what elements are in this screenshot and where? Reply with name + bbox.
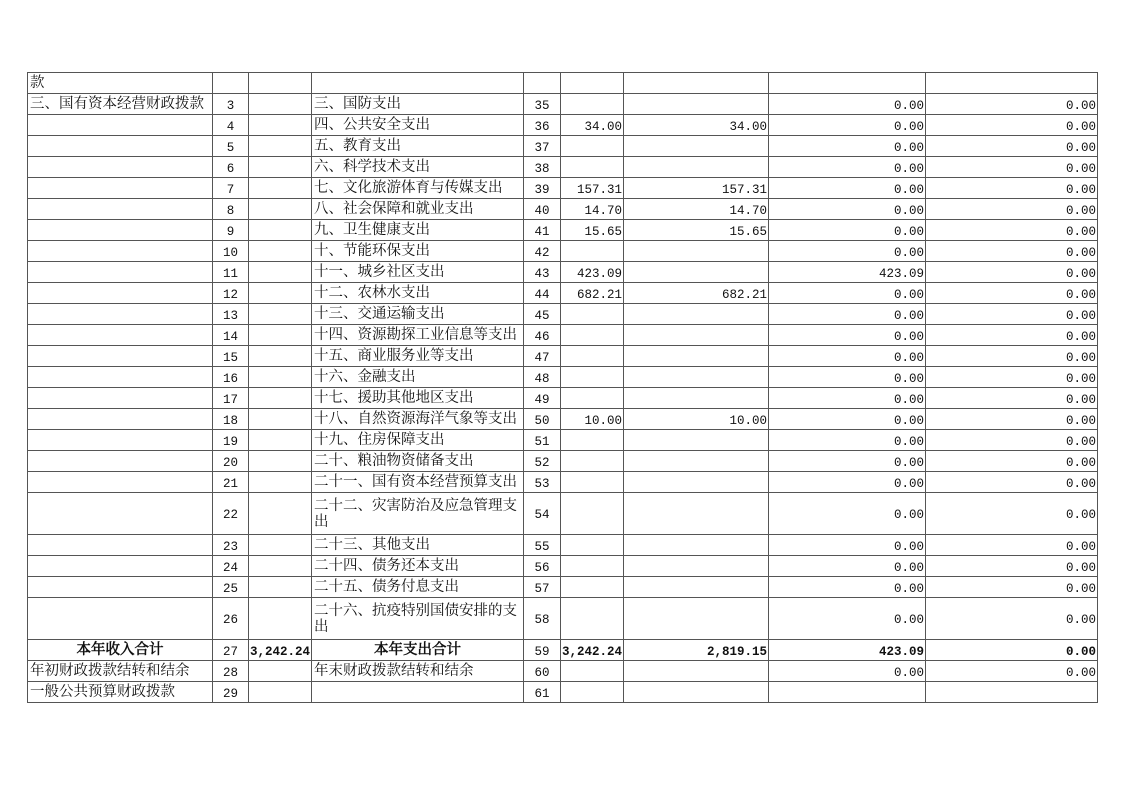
gov-fund-amount: 0.00 (769, 283, 926, 304)
income-line-number: 23 (213, 535, 249, 556)
table-row (28, 157, 1098, 178)
total-amount (561, 157, 624, 178)
general-budget-amount (624, 136, 769, 157)
expense-line-number: 39 (524, 178, 561, 199)
income-amount (249, 73, 312, 94)
income-amount (249, 430, 312, 451)
income-item (28, 430, 213, 451)
income-amount (249, 682, 312, 703)
income-line-number: 8 (213, 199, 249, 220)
income-item (28, 577, 213, 598)
expense-line-number: 41 (524, 220, 561, 241)
income-line-number: 19 (213, 430, 249, 451)
income-amount (249, 157, 312, 178)
expense-item: 二十二、灾害防治及应急管理支出 (312, 493, 524, 535)
gov-fund-amount: 0.00 (769, 199, 926, 220)
total-amount (561, 598, 624, 640)
total-amount: 682.21 (561, 283, 624, 304)
gov-fund-amount: 0.00 (769, 94, 926, 115)
gov-fund-amount: 0.00 (769, 136, 926, 157)
expense-line-number: 56 (524, 556, 561, 577)
general-budget-amount (624, 346, 769, 367)
general-budget-amount (624, 304, 769, 325)
state-capital-amount: 0.00 (926, 472, 1098, 493)
income-amount (249, 178, 312, 199)
table-row (28, 73, 1098, 94)
income-amount (249, 451, 312, 472)
state-capital-amount (926, 73, 1098, 94)
table-row (28, 472, 1098, 493)
expense-line-number: 40 (524, 199, 561, 220)
expense-line-number: 49 (524, 388, 561, 409)
expense-item: 二十五、债务付息支出 (312, 577, 524, 598)
income-line-number: 3 (213, 94, 249, 115)
gov-fund-amount: 423.09 (769, 262, 926, 283)
state-capital-amount: 0.00 (926, 409, 1098, 430)
expense-item: 十九、住房保障支出 (312, 430, 524, 451)
income-line-number: 9 (213, 220, 249, 241)
income-line-number: 6 (213, 157, 249, 178)
total-amount (561, 241, 624, 262)
expense-item: 十七、援助其他地区支出 (312, 388, 524, 409)
total-amount: 10.00 (561, 409, 624, 430)
income-line-number: 25 (213, 577, 249, 598)
expense-line-number: 48 (524, 367, 561, 388)
income-amount (249, 577, 312, 598)
general-budget-amount (624, 577, 769, 598)
income-item (28, 346, 213, 367)
gov-fund-amount: 0.00 (769, 472, 926, 493)
income-amount (249, 388, 312, 409)
gov-fund-amount: 0.00 (769, 493, 926, 535)
income-line-number: 29 (213, 682, 249, 703)
income-amount (249, 220, 312, 241)
total-amount (561, 325, 624, 346)
expense-item: 二十三、其他支出 (312, 535, 524, 556)
expense-line-number (524, 73, 561, 94)
income-line-number: 27 (213, 640, 249, 661)
income-amount (249, 409, 312, 430)
total-amount (561, 94, 624, 115)
income-amount (249, 346, 312, 367)
state-capital-amount: 0.00 (926, 451, 1098, 472)
income-amount (249, 325, 312, 346)
income-line-number: 18 (213, 409, 249, 430)
state-capital-amount: 0.00 (926, 325, 1098, 346)
income-amount (249, 262, 312, 283)
income-item (28, 409, 213, 430)
general-budget-amount (624, 73, 769, 94)
gov-fund-amount: 0.00 (769, 451, 926, 472)
income-amount (249, 598, 312, 640)
income-amount (249, 472, 312, 493)
income-line-number: 4 (213, 115, 249, 136)
expense-line-number: 57 (524, 577, 561, 598)
table-row (28, 367, 1098, 388)
table-row (28, 199, 1098, 220)
general-budget-amount: 10.00 (624, 409, 769, 430)
state-capital-amount: 0.00 (926, 262, 1098, 283)
gov-fund-amount: 0.00 (769, 535, 926, 556)
income-amount (249, 241, 312, 262)
income-item: 一般公共预算财政拨款 (28, 682, 213, 703)
gov-fund-amount: 0.00 (769, 577, 926, 598)
state-capital-amount: 0.00 (926, 157, 1098, 178)
table-row (28, 451, 1098, 472)
total-amount (561, 367, 624, 388)
expense-item: 十三、交通运输支出 (312, 304, 524, 325)
expense-item: 十一、城乡社区支出 (312, 262, 524, 283)
gov-fund-amount: 0.00 (769, 241, 926, 262)
income-line-number: 14 (213, 325, 249, 346)
expense-item: 十、节能环保支出 (312, 241, 524, 262)
income-line-number: 21 (213, 472, 249, 493)
table-row (28, 346, 1098, 367)
general-budget-amount (624, 535, 769, 556)
total-amount (561, 430, 624, 451)
expense-line-number: 51 (524, 430, 561, 451)
table-row (28, 178, 1098, 199)
expense-line-number: 54 (524, 493, 561, 535)
expense-item: 七、文化旅游体育与传媒支出 (312, 178, 524, 199)
general-budget-amount (624, 157, 769, 178)
state-capital-amount: 0.00 (926, 94, 1098, 115)
expense-item: 八、社会保障和就业支出 (312, 199, 524, 220)
income-item: 三、国有资本经营财政拨款 (28, 94, 213, 115)
state-capital-amount: 0.00 (926, 367, 1098, 388)
expense-item: 十二、农林水支出 (312, 283, 524, 304)
expense-item (312, 73, 524, 94)
state-capital-amount: 0.00 (926, 241, 1098, 262)
income-line-number (213, 73, 249, 94)
income-line-number: 13 (213, 304, 249, 325)
income-item (28, 367, 213, 388)
state-capital-amount: 0.00 (926, 283, 1098, 304)
income-line-number: 15 (213, 346, 249, 367)
income-item (28, 451, 213, 472)
total-amount (561, 136, 624, 157)
total-amount: 3,242.24 (561, 640, 624, 661)
income-amount (249, 661, 312, 682)
fiscal-appropriation-table-page (27, 72, 1097, 703)
table-row (28, 115, 1098, 136)
gov-fund-amount: 423.09 (769, 640, 926, 661)
income-line-number: 7 (213, 178, 249, 199)
table-row (28, 682, 1098, 703)
expense-item: 十八、自然资源海洋气象等支出 (312, 409, 524, 430)
state-capital-amount: 0.00 (926, 199, 1098, 220)
state-capital-amount: 0.00 (926, 346, 1098, 367)
income-item (28, 220, 213, 241)
gov-fund-amount: 0.00 (769, 346, 926, 367)
state-capital-amount: 0.00 (926, 661, 1098, 682)
general-budget-amount (624, 556, 769, 577)
total-amount: 423.09 (561, 262, 624, 283)
expense-line-number: 47 (524, 346, 561, 367)
state-capital-amount: 0.00 (926, 136, 1098, 157)
general-budget-amount (624, 241, 769, 262)
income-item (28, 262, 213, 283)
income-line-number: 11 (213, 262, 249, 283)
state-capital-amount: 0.00 (926, 430, 1098, 451)
table-row (28, 220, 1098, 241)
general-budget-amount (624, 325, 769, 346)
income-item (28, 304, 213, 325)
expense-item: 二十一、国有资本经营预算支出 (312, 472, 524, 493)
income-line-number: 5 (213, 136, 249, 157)
table-row (28, 283, 1098, 304)
income-item (28, 115, 213, 136)
table-row (28, 493, 1098, 535)
income-line-number: 16 (213, 367, 249, 388)
state-capital-amount: 0.00 (926, 304, 1098, 325)
expense-line-number: 52 (524, 451, 561, 472)
income-item (28, 241, 213, 262)
state-capital-amount: 0.00 (926, 388, 1098, 409)
total-amount (561, 451, 624, 472)
income-item (28, 598, 213, 640)
income-item (28, 472, 213, 493)
gov-fund-amount: 0.00 (769, 220, 926, 241)
general-budget-amount (624, 94, 769, 115)
table-row (28, 577, 1098, 598)
table-row (28, 598, 1098, 640)
expense-line-number: 42 (524, 241, 561, 262)
income-item: 款 (28, 73, 213, 94)
fiscal-appropriation-table (27, 72, 1098, 703)
income-item (28, 556, 213, 577)
totals-row (28, 640, 1098, 661)
general-budget-amount (624, 661, 769, 682)
expense-item: 十五、商业服务业等支出 (312, 346, 524, 367)
income-line-number: 22 (213, 493, 249, 535)
income-item (28, 493, 213, 535)
expense-line-number: 36 (524, 115, 561, 136)
general-budget-amount (624, 430, 769, 451)
expense-line-number: 61 (524, 682, 561, 703)
table-row (28, 262, 1098, 283)
total-amount (561, 556, 624, 577)
gov-fund-amount: 0.00 (769, 178, 926, 199)
gov-fund-amount: 0.00 (769, 430, 926, 451)
general-budget-amount (624, 388, 769, 409)
table-row (28, 661, 1098, 682)
general-budget-amount (624, 367, 769, 388)
gov-fund-amount: 0.00 (769, 598, 926, 640)
table-row (28, 409, 1098, 430)
state-capital-amount: 0.00 (926, 115, 1098, 136)
table-row (28, 556, 1098, 577)
gov-fund-amount: 0.00 (769, 556, 926, 577)
expense-item: 四、公共安全支出 (312, 115, 524, 136)
income-item (28, 325, 213, 346)
total-amount (561, 535, 624, 556)
total-amount (561, 472, 624, 493)
total-amount (561, 682, 624, 703)
gov-fund-amount (769, 73, 926, 94)
income-line-number: 28 (213, 661, 249, 682)
total-amount: 14.70 (561, 199, 624, 220)
income-amount (249, 136, 312, 157)
expense-item: 年末财政拨款结转和结余 (312, 661, 524, 682)
expense-line-number: 59 (524, 640, 561, 661)
general-budget-amount: 682.21 (624, 283, 769, 304)
state-capital-amount: 0.00 (926, 178, 1098, 199)
expense-line-number: 46 (524, 325, 561, 346)
income-item (28, 535, 213, 556)
table-row (28, 325, 1098, 346)
general-budget-amount: 14.70 (624, 199, 769, 220)
expense-item: 二十六、抗疫特别国债安排的支出 (312, 598, 524, 640)
total-amount (561, 493, 624, 535)
income-item (28, 388, 213, 409)
expense-item: 二十、粮油物资储备支出 (312, 451, 524, 472)
total-amount (561, 661, 624, 682)
total-amount (561, 304, 624, 325)
expense-line-number: 37 (524, 136, 561, 157)
gov-fund-amount: 0.00 (769, 325, 926, 346)
income-amount (249, 535, 312, 556)
expense-item (312, 682, 524, 703)
table-row (28, 241, 1098, 262)
state-capital-amount: 0.00 (926, 535, 1098, 556)
income-amount (249, 304, 312, 325)
gov-fund-amount: 0.00 (769, 304, 926, 325)
expense-total-label: 本年支出合计 (312, 640, 524, 661)
general-budget-amount (624, 493, 769, 535)
general-budget-amount: 34.00 (624, 115, 769, 136)
income-item: 年初财政拨款结转和结余 (28, 661, 213, 682)
income-amount (249, 493, 312, 535)
general-budget-amount (624, 262, 769, 283)
expense-line-number: 35 (524, 94, 561, 115)
expense-line-number: 58 (524, 598, 561, 640)
income-line-number: 26 (213, 598, 249, 640)
income-item (28, 136, 213, 157)
income-total-label: 本年收入合计 (28, 640, 213, 661)
general-budget-amount: 157.31 (624, 178, 769, 199)
gov-fund-amount: 0.00 (769, 409, 926, 430)
income-amount (249, 556, 312, 577)
state-capital-amount (926, 682, 1098, 703)
income-line-number: 24 (213, 556, 249, 577)
state-capital-amount: 0.00 (926, 577, 1098, 598)
gov-fund-amount (769, 682, 926, 703)
gov-fund-amount: 0.00 (769, 157, 926, 178)
state-capital-amount: 0.00 (926, 493, 1098, 535)
total-amount (561, 73, 624, 94)
total-amount: 34.00 (561, 115, 624, 136)
total-amount (561, 388, 624, 409)
expense-line-number: 50 (524, 409, 561, 430)
state-capital-amount: 0.00 (926, 598, 1098, 640)
table-row (28, 535, 1098, 556)
income-item (28, 157, 213, 178)
expense-item: 三、国防支出 (312, 94, 524, 115)
gov-fund-amount: 0.00 (769, 661, 926, 682)
income-line-number: 10 (213, 241, 249, 262)
expense-line-number: 45 (524, 304, 561, 325)
income-line-number: 17 (213, 388, 249, 409)
expense-line-number: 55 (524, 535, 561, 556)
state-capital-amount: 0.00 (926, 640, 1098, 661)
income-item (28, 283, 213, 304)
expense-line-number: 60 (524, 661, 561, 682)
expense-item: 五、教育支出 (312, 136, 524, 157)
income-line-number: 20 (213, 451, 249, 472)
general-budget-amount (624, 598, 769, 640)
total-amount: 15.65 (561, 220, 624, 241)
total-amount (561, 346, 624, 367)
expense-line-number: 53 (524, 472, 561, 493)
expense-item: 二十四、债务还本支出 (312, 556, 524, 577)
general-budget-amount (624, 682, 769, 703)
income-amount (249, 115, 312, 136)
table-row (28, 430, 1098, 451)
general-budget-amount (624, 472, 769, 493)
income-item (28, 178, 213, 199)
income-amount (249, 283, 312, 304)
state-capital-amount: 0.00 (926, 556, 1098, 577)
table-row (28, 136, 1098, 157)
state-capital-amount: 0.00 (926, 220, 1098, 241)
general-budget-amount: 15.65 (624, 220, 769, 241)
expense-line-number: 38 (524, 157, 561, 178)
table-row (28, 304, 1098, 325)
income-amount (249, 199, 312, 220)
income-amount (249, 367, 312, 388)
income-total-amount: 3,242.24 (249, 640, 312, 661)
general-budget-amount: 2,819.15 (624, 640, 769, 661)
income-amount (249, 94, 312, 115)
expense-item: 九、卫生健康支出 (312, 220, 524, 241)
income-line-number: 12 (213, 283, 249, 304)
table-row (28, 94, 1098, 115)
gov-fund-amount: 0.00 (769, 388, 926, 409)
expense-item: 十四、资源勘探工业信息等支出 (312, 325, 524, 346)
expense-item: 六、科学技术支出 (312, 157, 524, 178)
expense-line-number: 43 (524, 262, 561, 283)
table-row (28, 388, 1098, 409)
expense-item: 十六、金融支出 (312, 367, 524, 388)
expense-line-number: 44 (524, 283, 561, 304)
total-amount (561, 577, 624, 598)
gov-fund-amount: 0.00 (769, 115, 926, 136)
general-budget-amount (624, 451, 769, 472)
gov-fund-amount: 0.00 (769, 367, 926, 388)
income-item (28, 199, 213, 220)
total-amount: 157.31 (561, 178, 624, 199)
